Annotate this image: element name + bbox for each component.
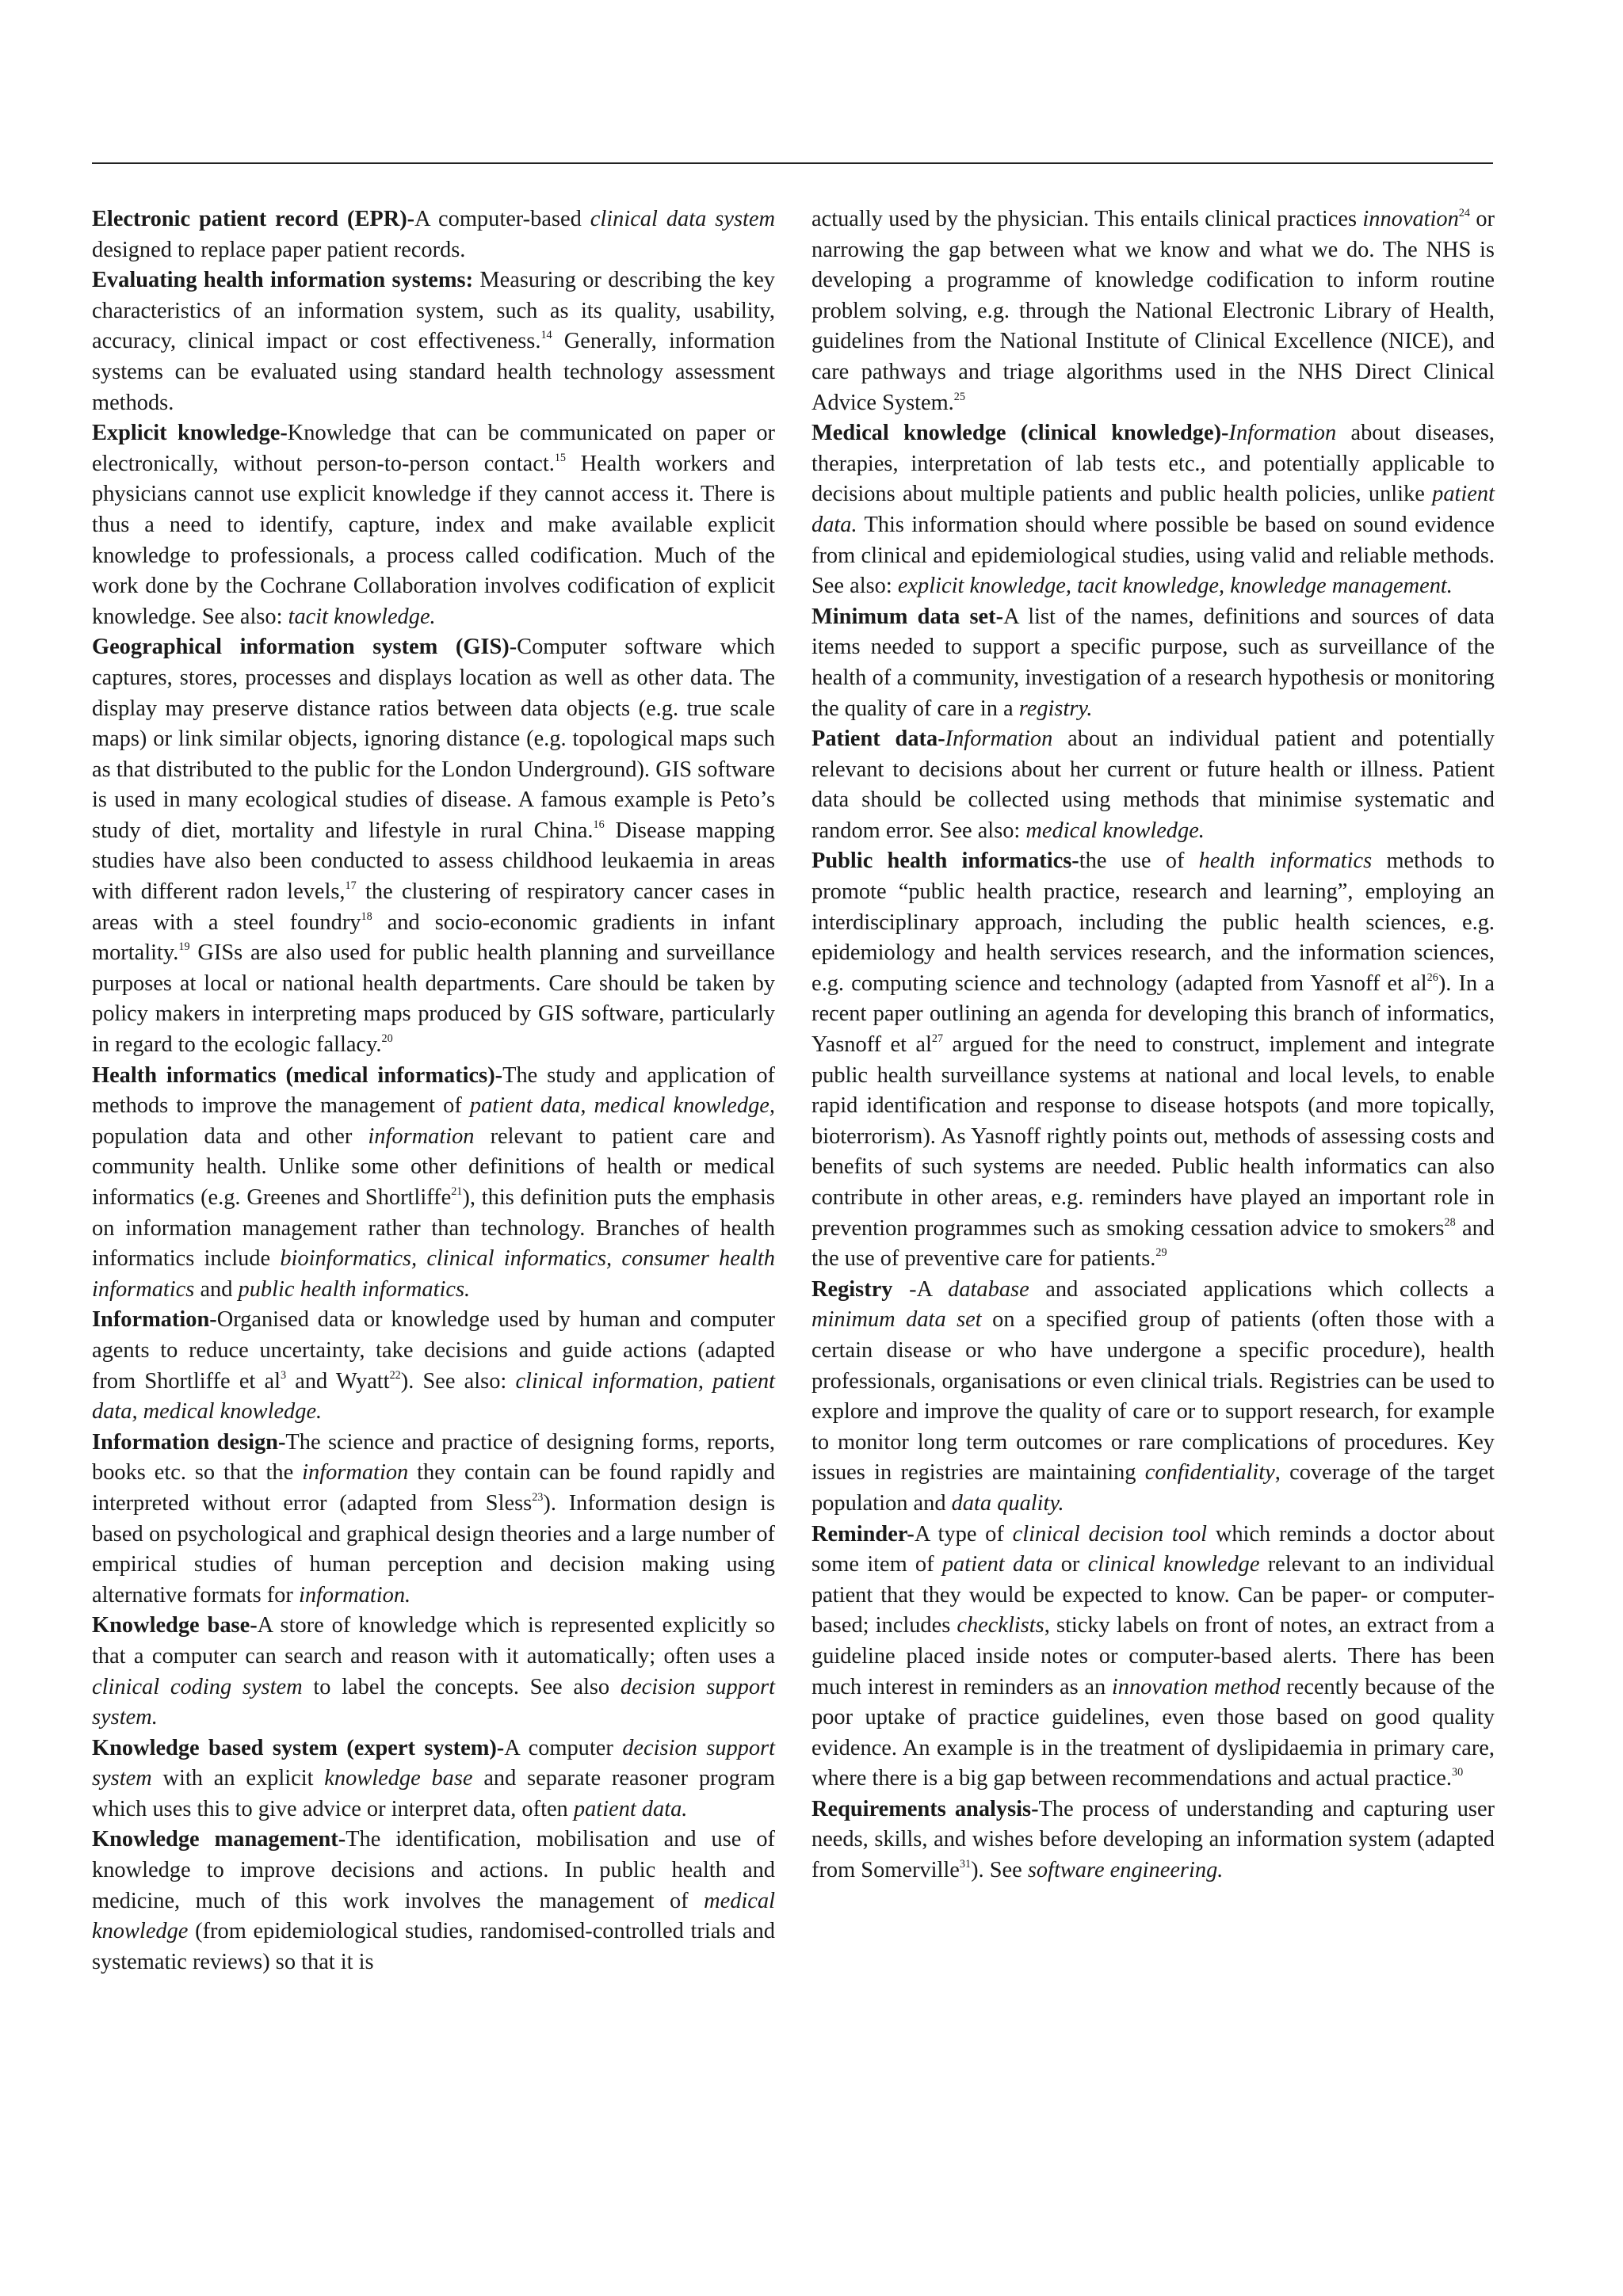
glossary-entry: Requirements analysis-The process of understanding and capturing user needs, skills, and wishes before developing an information system (adapted from Somerville$^{31}$). See software engineering. bbox=[812, 1796, 1495, 1883]
glossary-entry: Health informatics (medical informatics)-The study and application of methods to improve the management of patient data, medical knowledge, population data and other information relevant to patient care and community health. Unlike some other definitions of health or medical informatics (e.g. Greenes and Shortliffe$^{21}$), this definition puts the emphasis on information management rather than technology. Branches of health informatics include bioinformatics, clinical informatics, consumer health informatics and public health informatics. bbox=[92, 1062, 775, 1302]
glossary-entry: Minimum data set-A list of the names, definitions and sources of data items needed to support a specific purpose, such as surveillance of the health of a community, investigation of a research hypothesis or monitoring the quality of care in a registry. bbox=[812, 604, 1495, 721]
glossary-entry: Medical knowledge (clinical knowledge)-Information about diseases, therapies, interpretation of lab tests etc., and potentially applicable to decisions about multiple patients and public health policies, unlike patient data. This information should where possible be based on sound evidence from clinical and epidemiological studies, using valid and reliable methods. See also: explicit knowledge, tacit knowledge, knowledge management. bbox=[812, 421, 1495, 599]
glossary-entry: Public health informatics-the use of health informatics methods to promote “public health practice, research and learning”, employing an interdisciplinary approach, including the public health sciences, e.g. epidemiology and health services research, and the information sciences, e.g. computing science and technology (adapted from Yasnoff et $al^{26}$). In a recent paper outlining an agenda for developing this branch of informatics, Yasnoff et $al^{27}$ argued for the need to construct, implement and integrate public health surveillance systems at national and local levels, to enable rapid identification and response to disease hotspots (and more topically, bioterrorism). As Yasnoff rightly points out, methods of assessing costs and benefits of such systems are needed. Public health informatics can also contribute in other areas, e.g. reminders have played an important role in prevention programmes such as smoking cessation advice to smokers$^{28}$ and the use of preventive care for patients.$^{29}$ bbox=[812, 849, 1495, 1272]
glossary-entry: Explicit knowledge-Knowledge that can be communicated on paper or electronically, without person-to-person contact.$^{15}$ Health workers and physicians cannot use explicit knowledge if they cannot access it. There is thus a need to identify, capture, index and make available explicit knowledge to professionals, a process called codification. Much of the work done by the Cochrane Collaboration involves codification of explicit knowledge. See also: tacit knowledge. bbox=[92, 421, 776, 629]
right-column bbox=[812, 204, 1495, 1886]
glossary-entry: Geographical information system (GIS)-Computer software which captures, stores, processes and displays location as well as other data. The display may preserve distance ratios between data objects (e.g. true scale maps) or link similar objects, ignoring distance (e.g. topological maps such as that distributed to the public for the London Underground). GIS software is used in many ecological studies of disease. A famous example is Peto’s study of diet, mortality and lifestyle in rural China.$^{16}$ Disease mapping studies have also been conducted to assess childhood leukaemia in areas with different radon levels,$^{17}$ the clustering of respiratory cancer cases in areas with a steel foundry$^{18}$ and socio-economic gradients in infant mortality.$^{19}$ GISs are also used for public health planning and surveillance purposes at local or national health departments. Care should be taken by policy makers in interpreting maps produced by GIS software, particularly in regard to the ecologic fallacy.$^{20}$ bbox=[92, 635, 775, 1058]
glossary-entry: Knowledge base-A store of knowledge which is represented explicitly so that a computer can search and reason with it automatically; often uses a clinical coding system to label the concepts. See also decision support system. bbox=[92, 1613, 775, 1730]
glossary-entry: Information-Organised data or knowledge used by human and computer agents to reduce uncertainty, take decisions and guide actions (adapted from Shortliffe et $al^3$ and Wyatt$^{22}$). See also: clinical information, patient data, medical knowledge. bbox=[92, 1307, 775, 1425]
glossary-entry: Patient data-Information about an individual patient and potentially relevant to decisions about her current or future health or illness. Patient data should be collected using methods that minimise systematic and random error. See also: medical knowledge. bbox=[812, 727, 1495, 843]
glossary-entry: Evaluating health information systems: Measuring or describing the key characteristics of an information system, such as its quality, usability, accuracy, clinical impact or cost effectiveness.$^{14}$ Generally, information systems can be evaluated using standard health technology assessment methods. bbox=[92, 268, 776, 415]
glossary-entry: Reminder-A type of clinical decision tool which reminds a doctor about some item of patient data or clinical knowledge relevant to an individual patient that they would be expected to know. Can be paper- or computer-based; includes checklists, sticky labels on front of notes, an extract from a guideline placed inside notes or computer-based alerts. There has been much interest in reminders as an innovation method recently because of the poor uptake of practice guidelines, even those based on good quality evidence. An example is in the treatment of dyslipidaemia in primary care, where there is a big gap between recommendations and actual practice.$^{30}$ bbox=[812, 1521, 1495, 1791]
glossary-entry: Knowledge based system (expert system)-A computer decision support system with an explicit knowledge base and separate reasoner program which uses this to give advice or interpret data, often patient data. bbox=[92, 1735, 776, 1821]
glossary-entry: actually used by the physician. This entails clinical practices innovation$^{24}$ or narrowing the gap between what we know and what we do. The NHS is developing a programme of knowledge codification to inform routine problem solving, e.g. through the National Electronic Library of Health, guidelines from the National Institute of Clinical Excellence (NICE), and care pathways and triage algorithms used in the NHS Direct Clinical Advice System.$^{25}$ bbox=[812, 206, 1495, 415]
glossary-entry: Information design-The science and practice of designing forms, reports, books etc. so that the information they contain can be found rapidly and interpreted without error (adapted from Sless$^{23}$). Information design is based on psychological and graphical design theories and a large number of empirical studies of human perception and decision making using alternative formats for information. bbox=[92, 1429, 775, 1608]
header-rule bbox=[92, 162, 1493, 164]
glossary-entry: Registry -A database and associated applications which collects a minimum data set on a specified group of patients (often those with a certain disease or who have undergone a specific procedure), health professionals, organisations or even clinical trials. Registries can be used to explore and improve the quality of care or to support research, for example to monitor long term outcomes or rare complications of procedures. Key issues in registries are maintaining confidentiality, coverage of the target population and data quality. bbox=[812, 1276, 1495, 1516]
left-column bbox=[92, 204, 775, 1978]
glossary-entry: Knowledge management-The identification, mobilisation and use of knowledge to improve decisions and actions. In public health and medicine, much of this work involves the management of medical knowledge (from epidemiological studies, randomised-controlled trials and systematic reviews) so that it is bbox=[92, 1827, 776, 1974]
glossary-entry: Electronic patient record (EPR)-A computer-based clinical data system designed to replace paper patient records. bbox=[92, 207, 775, 262]
